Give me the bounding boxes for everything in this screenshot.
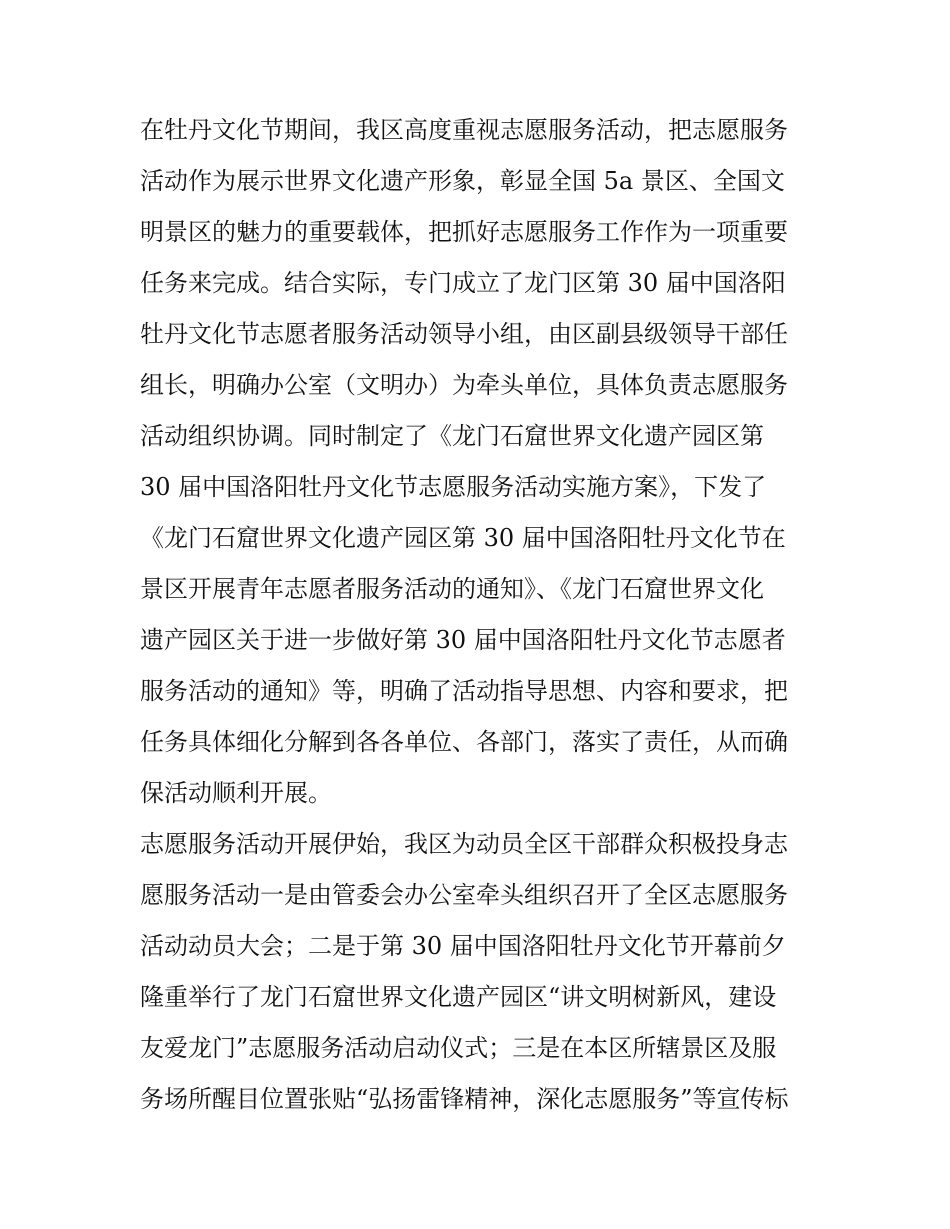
paragraph-line: 《龙门石窟世界文化遗产园区第 30 届中国洛阳牡丹文化节在	[140, 524, 786, 552]
paragraph-line: 任务来完成。结合实际，专门成立了龙门区第 30 届中国洛阳	[140, 269, 786, 297]
paragraph-line: 隆重举行了龙门石窟世界文化遗产园区“讲文明树新风，建设	[140, 983, 777, 1011]
paragraph-line: 任务具体细化分解到各各单位、各部门，落实了责任，从而确	[140, 728, 788, 756]
paragraph-line: 组长，明确办公室（文明办）为牵头单位，具体负责志愿服务	[140, 371, 788, 399]
paragraph-line: 志愿服务活动开展伊始，我区为动员全区干部群众积极投身志	[140, 830, 788, 858]
paragraph-line: 遗产园区关于进一步做好第 30 届中国洛阳牡丹文化节志愿者	[140, 626, 786, 654]
paragraph-line: 在牡丹文化节期间，我区高度重视志愿服务活动，把志愿服务	[140, 116, 788, 144]
paragraph-line: 30 届中国洛阳牡丹文化节志愿服务活动实施方案》，下发了	[140, 473, 767, 501]
paragraph-line: 活动动员大会；二是于第 30 届中国洛阳牡丹文化节开幕前夕	[140, 932, 786, 960]
paragraph-line: 活动组织协调。同时制定了《龙门石窟世界文化遗产园区第	[140, 422, 764, 450]
paragraph-line: 服务活动的通知》等，明确了活动指导思想、内容和要求，把	[140, 677, 788, 705]
paragraph-line: 活动作为展示世界文化遗产形象，彰显全国 5a 景区、全国文	[140, 167, 785, 195]
paragraph-line: 务场所醒目位置张贴“弘扬雷锋精神，深化志愿服务”等宣传标	[140, 1085, 789, 1113]
paragraph-line: 明景区的魅力的重要载体，把抓好志愿服务工作作为一项重要	[140, 218, 788, 246]
paragraph-line: 景区开展青年志愿者服务活动的通知》、《龙门石窟世界文化	[140, 575, 764, 603]
paragraph-line: 保活动顺利开展。	[140, 779, 332, 807]
paragraph-line: 愿服务活动一是由管委会办公室牵头组织召开了全区志愿服务	[140, 881, 788, 909]
paragraph-line: 友爱龙门”志愿服务活动启动仪式；三是在本区所辖景区及服	[140, 1034, 777, 1062]
paragraph-line: 牡丹文化节志愿者服务活动领导小组，由区副县级领导干部任	[140, 320, 788, 348]
